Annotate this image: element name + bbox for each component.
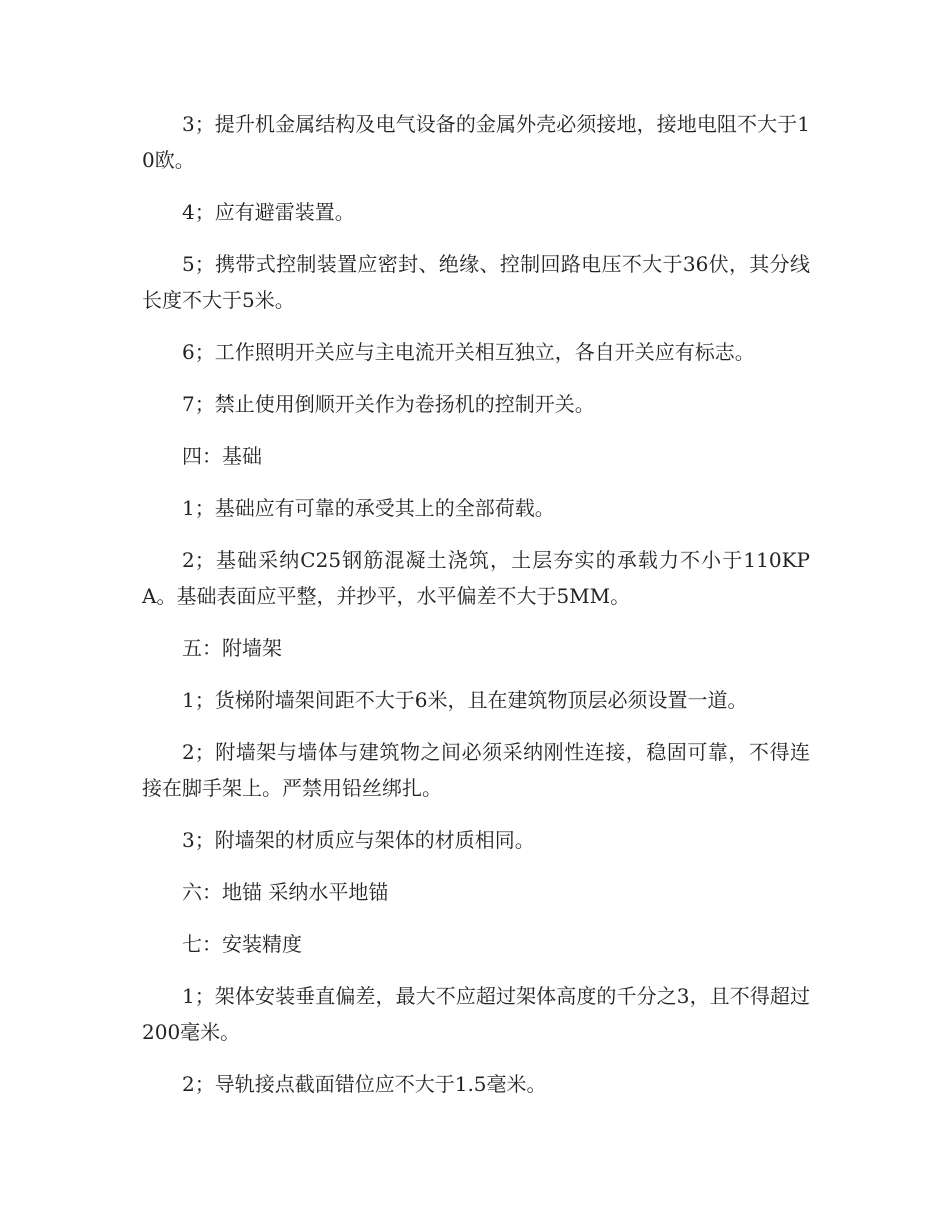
paragraph-portable-control: 5；携带式控制装置应密封、绝缘、控制回路电压不大于36伏，其分线长度不大于5米。 bbox=[142, 252, 810, 312]
paragraph-lightning: 4；应有避雷装置。 bbox=[182, 200, 355, 224]
section-heading-foundation: 四：基础 bbox=[182, 444, 262, 468]
section-heading-ground-anchor: 六：地锚 采纳水平地锚 bbox=[182, 880, 389, 904]
document-page bbox=[142, 106, 810, 1118]
section-heading-wall-bracket: 五：附墙架 bbox=[182, 636, 282, 660]
paragraph-bracket-spacing: 1；货梯附墙架间距不大于6米，且在建筑物顶层必须设置一道。 bbox=[182, 688, 748, 712]
section-heading-installation-accuracy: 七：安装精度 bbox=[182, 932, 302, 956]
paragraph-foundation-concrete: 2；基础采纳C25钢筋混凝土浇筑，土层夯实的承载力不小于110KPA。基础表面应平整，并抄平，水平偏差不大于5MM。 bbox=[142, 548, 810, 608]
paragraph-bracket-material: 3；附墙架的材质应与架体的材质相同。 bbox=[182, 828, 535, 852]
paragraph-bracket-connection: 2；附墙架与墙体与建筑物之间必须采纳刚性连接，稳固可靠，不得连接在脚手架上。严禁用铅丝绑扎。 bbox=[142, 740, 810, 800]
paragraph-rail-joint: 2；导轨接点截面错位应不大于1.5毫米。 bbox=[182, 1072, 547, 1096]
paragraph-lighting-switch: 6；工作照明开关应与主电流开关相互独立，各自开关应有标志。 bbox=[182, 340, 755, 364]
paragraph-vertical-deviation: 1；架体安装垂直偏差，最大不应超过架体高度的千分之3，且不得超过200毫米。 bbox=[142, 984, 810, 1044]
paragraph-grounding: 3；提升机金属结构及电气设备的金属外壳必须接地，接地电阻不大于10欧。 bbox=[142, 112, 810, 172]
paragraph-foundation-load: 1；基础应有可靠的承受其上的全部荷载。 bbox=[182, 496, 555, 520]
paragraph-reversing-switch: 7；禁止使用倒顺开关作为卷扬机的控制开关。 bbox=[182, 392, 595, 416]
